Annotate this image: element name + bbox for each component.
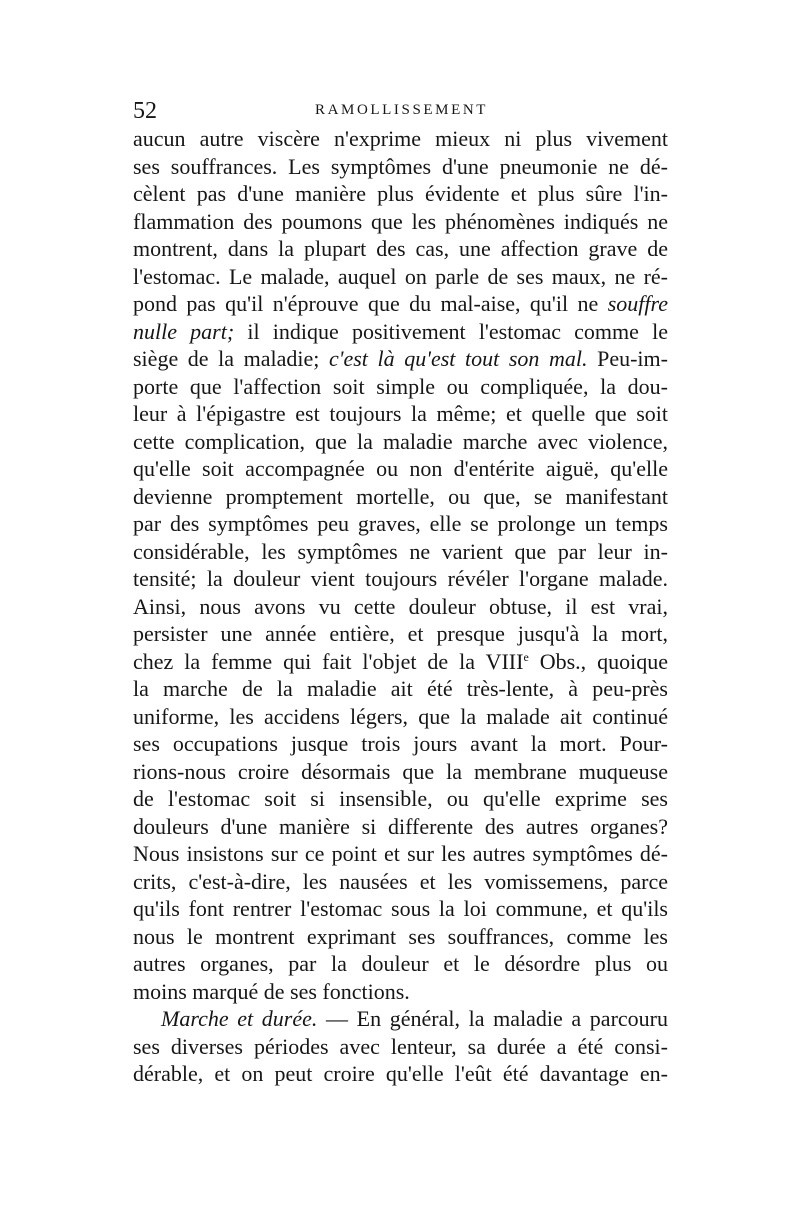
text-line: Ainsi, nous avons vu cette douleur obtuse, il est vrai,: [133, 593, 668, 619]
text-line: cèlent pas d'une manière plus évidente et plus sûre l'in-: [133, 181, 668, 206]
text-segment: siège de la maladie;: [133, 346, 330, 371]
text-line: cette complication, que la maladie marche avec violence,: [133, 428, 668, 454]
body-text: [133, 125, 668, 1088]
italic-phrase: nulle part;: [133, 318, 235, 344]
text-segment: chez la femme qui fait l'objet de la VIII: [133, 648, 524, 674]
superscript: e: [523, 649, 529, 664]
text-segment: — En général, la maladie a parcouru: [317, 1006, 668, 1031]
text-line: persister une année entière, et presque jusqu'à la mort,: [133, 621, 668, 646]
text-line: qu'ils font rentrer l'estomac sous la loi commune, et qu'ils: [133, 896, 668, 921]
text-line: porte que l'affection soit simple ou compliquée, la dou-: [133, 373, 668, 399]
text-line: ses occupations jusque trois jours avant la mort. Pour-: [133, 731, 668, 756]
text-line: considérable, les symptômes ne varient que par leur in-: [133, 538, 668, 564]
text-line: Nous insistons sur ce point et sur les autres symptômes dé-: [133, 841, 668, 866]
text-segment: il indique positivement l'estomac comme le: [234, 318, 668, 344]
text-line: montrent, dans la plupart des cas, une affection grave de: [133, 236, 668, 261]
text-segment: pond pas qu'il n'éprouve que du mal-aise, qu'il ne: [133, 291, 608, 316]
text-line: par des symptômes peu graves, elle se prolonge un temps: [133, 511, 668, 536]
text-segment: Obs., quoique: [528, 648, 669, 674]
text-line: [133, 290, 668, 318]
page-number: 52: [133, 98, 157, 124]
text-line: uniforme, les accidens légers, que la malade ait continué: [133, 703, 668, 729]
text-line: dérable, et on peut croire qu'elle l'eût été davantage en-: [133, 1061, 668, 1086]
italic-word: souffre: [607, 291, 668, 316]
text-line: [133, 318, 668, 346]
section-heading: Marche et durée.: [161, 1006, 318, 1031]
text-segment: Peu-im-: [587, 346, 668, 371]
text-line: crits, c'est-à-dire, les nausées et les vomissemens, parce: [133, 868, 668, 894]
text-line: ses diverses périodes avec lenteur, sa durée a été consi-: [133, 1033, 668, 1059]
text-line: nous le montrent exprimant ses souffrances, comme les: [133, 923, 668, 949]
italic-quote: c'est là qu'est tout son mal.: [329, 346, 588, 371]
text-line: [133, 345, 668, 373]
text-line: douleurs d'une manière si differente des autres organes?: [133, 813, 668, 839]
text-line: [133, 648, 668, 676]
text-line: rions-nous croire désormais que la membrane muqueuse: [133, 758, 668, 784]
text-line: l'estomac. Le malade, auquel on parle de ses maux, ne ré-: [133, 263, 668, 289]
text-line: aucun autre viscère n'exprime mieux ni plus vivement: [133, 126, 668, 151]
text-line: tensité; la douleur vient toujours révéler l'organe malade.: [133, 566, 668, 591]
page-header: [133, 98, 668, 128]
text-line: la marche de la maladie ait été très-lente, à peu-près: [133, 676, 668, 701]
text-line: autres organes, par la douleur et le désordre plus ou: [133, 951, 668, 976]
text-line: de l'estomac soit si insensible, ou qu'elle exprime ses: [133, 786, 668, 811]
text-line: leur à l'épigastre est toujours la même; et quelle que soit: [133, 401, 668, 426]
text-line: flammation des poumons que les phénomènes indiqués ne: [133, 208, 668, 234]
text-line: devienne promptement mortelle, ou que, se manifestant: [133, 483, 668, 509]
text-line: [133, 1005, 668, 1033]
text-line: ses souffrances. Les symptômes d'une pneumonie ne dé-: [133, 153, 668, 179]
text-line: qu'elle soit accompagnée ou non d'entérite aiguë, qu'elle: [133, 456, 668, 481]
running-head: RAMOLLISSEMENT: [315, 102, 489, 118]
text-line: moins marqué de ses fonctions.: [133, 978, 410, 1004]
